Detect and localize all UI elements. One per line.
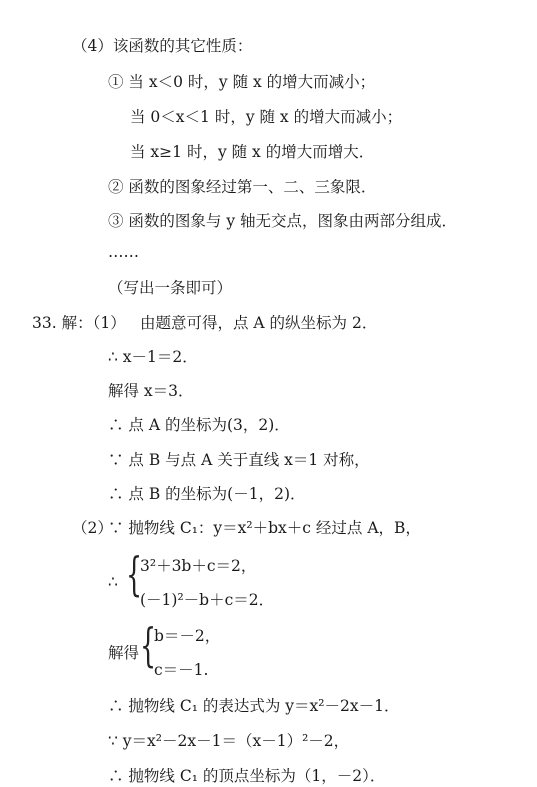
q33-part2-step-4: ∴ 抛物线 C₁ 的顶点坐标为（1，－2）． [108, 767, 386, 785]
q33-label: 33. 解：（1） [32, 314, 126, 332]
property-2: ② 函数的图象经过第一、二、三象限． [108, 178, 377, 196]
q33-part2-step-1: ∵ 抛物线 C₁：y＝x²＋bx＋c 经过点 A，B， [108, 519, 421, 537]
q33-step-6: ∴ 点 B 的坐标为(－1，2)． [108, 485, 306, 503]
property-1a: ① 当 x＜0 时，y 随 x 的增大而减小； [108, 73, 376, 91]
part4-heading: （4）该函数的其它性质： [72, 37, 253, 55]
property-1c: 当 x≥1 时，y 随 x 的增大而增大． [130, 143, 375, 161]
q33-step-5: ∵ 点 B 与点 A 关于直线 x＝1 对称， [108, 451, 370, 469]
q33-part2-label: （2） [72, 519, 113, 537]
property-3: ③ 函数的图象与 y 轴无交点，图象由两部分组成． [108, 212, 458, 230]
q33-step-3: 解得 x＝3． [108, 382, 194, 400]
therefore-symbol: ∴ [108, 573, 118, 591]
system1-eq1: 3²＋3b＋c＝2， [140, 557, 257, 575]
system2-eq1: b＝－2， [154, 627, 221, 645]
system2-eq2: c＝－1. [154, 661, 209, 679]
left-brace-2: { [140, 618, 157, 672]
q33-step-4: ∴ 点 A 的坐标为(3，2)． [108, 416, 290, 434]
q33-part2-step-2: ∴ 抛物线 C₁ 的表达式为 y＝x²－2x－1． [108, 697, 400, 715]
q33-step-1: 由题意可得，点 A 的纵坐标为 2． [140, 314, 378, 332]
q33-step-2: ∴ x－1＝2． [108, 348, 198, 366]
left-brace-1: { [126, 547, 143, 601]
q33-part2-step-3: ∵ y＝x²－2x－1＝（x－1）²－2， [108, 732, 350, 750]
note: （写出一条即可） [108, 279, 233, 297]
ellipsis: …… [108, 243, 139, 261]
property-1b: 当 0＜x＜1 时，y 随 x 的增大而减小； [130, 108, 403, 126]
solve-label: 解得 [108, 644, 140, 662]
system1-eq2: (－1)²－b＋c＝2． [140, 591, 275, 609]
